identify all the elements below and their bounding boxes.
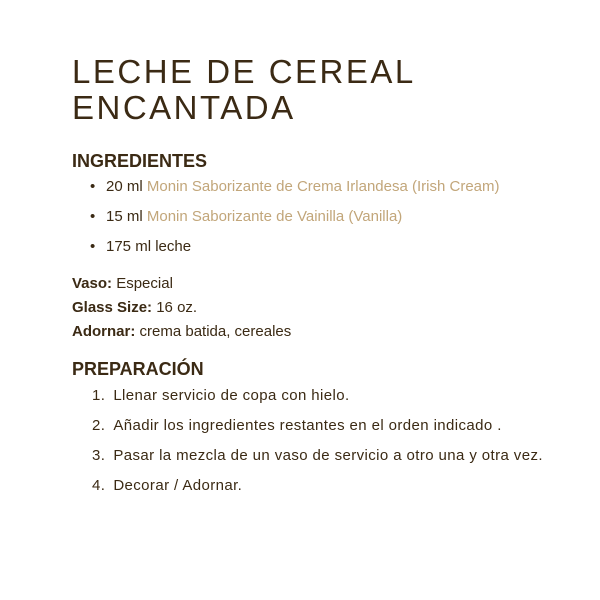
recipe-title-line-2: ENCANTADA	[72, 89, 296, 126]
garnish-row	[72, 320, 560, 344]
ingredient-item	[72, 176, 560, 198]
step-number: 1.	[92, 387, 106, 404]
ingredient-item	[72, 236, 560, 258]
glass-row	[72, 272, 560, 296]
recipe-details	[72, 272, 560, 344]
bullet-icon: •	[90, 238, 96, 255]
ingredients-list	[72, 176, 560, 258]
bullet-icon: •	[90, 178, 96, 195]
step-text: Añadir los ingredientes restantes en el orden indicado .	[113, 417, 502, 434]
step-item	[72, 444, 568, 468]
glass-size-row	[72, 296, 560, 320]
step-number: 4.	[92, 477, 106, 494]
garnish-value: crema batida, cereales	[139, 323, 292, 340]
step-item	[72, 384, 568, 408]
preparation-heading: PREPARACIÓN	[72, 359, 204, 379]
glass-label: Vaso:	[72, 275, 113, 292]
glass-size-label: Glass Size:	[72, 299, 153, 316]
step-number: 2.	[92, 417, 106, 434]
ingredient-item	[72, 206, 560, 228]
step-number: 3.	[92, 447, 106, 464]
step-item	[72, 414, 568, 438]
bullet-icon: •	[90, 208, 96, 225]
ingredient-product-link[interactable]: Monin Saborizante de Vainilla (Vanilla)	[146, 208, 403, 225]
ingredient-amount: 175 ml leche	[106, 238, 192, 255]
step-item	[72, 474, 568, 498]
ingredient-amount: 15 ml	[106, 208, 143, 225]
step-text: Decorar / Adornar.	[113, 477, 243, 494]
glass-value: Especial	[116, 275, 173, 292]
recipe-title	[72, 54, 560, 126]
step-text: Llenar servicio de copa con hielo.	[113, 387, 350, 404]
garnish-label: Adornar:	[72, 323, 136, 340]
glass-size-value: 16 oz.	[156, 299, 198, 316]
ingredient-amount: 20 ml	[106, 178, 143, 195]
preparation-steps	[72, 384, 560, 498]
step-text: Pasar la mezcla de un vaso de servicio a otro una y otra vez.	[113, 447, 543, 464]
ingredient-product-link[interactable]: Monin Saborizante de Crema Irlandesa (Irish Cream)	[146, 178, 500, 195]
ingredients-heading: INGREDIENTES	[72, 151, 208, 171]
recipe-title-line-1: LECHE DE CEREAL	[72, 53, 416, 90]
